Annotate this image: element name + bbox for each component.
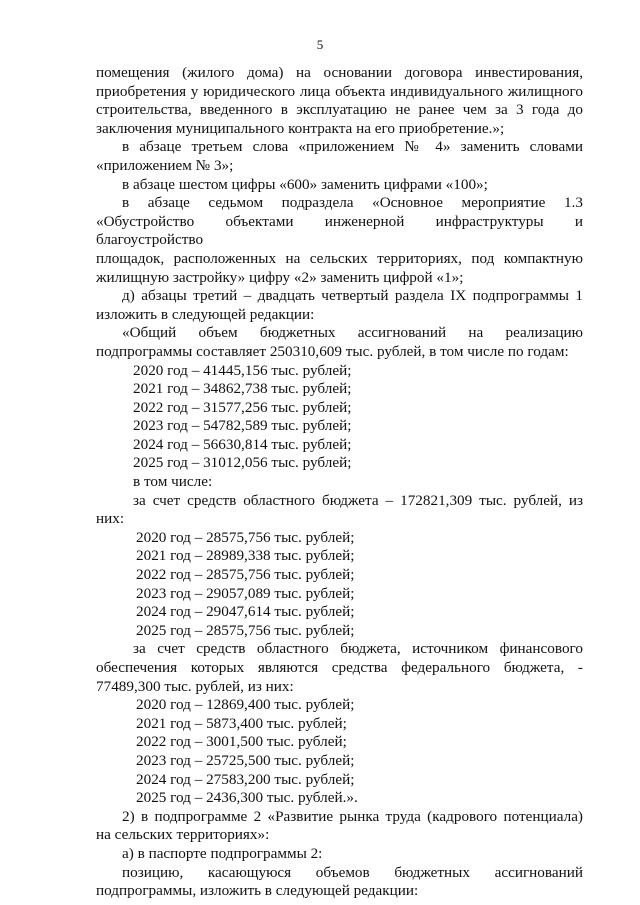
text-line: подпрограммы, изложить в следующей редакции: bbox=[96, 882, 419, 900]
text-line: помещения (жилого дома) на основании договора инвестирования, bbox=[96, 64, 583, 81]
year-line: 2021 год – 5873,400 тыс. рублей; bbox=[136, 714, 347, 732]
year-line: 2025 год – 31012,056 тыс. рублей; bbox=[133, 454, 352, 472]
text-line: д) абзацы третий – двадцать четвертый раздела IX подпрограммы 1 bbox=[122, 287, 583, 305]
year-line: 2020 год – 12869,400 тыс. рублей; bbox=[136, 696, 355, 714]
text-line: позицию, касающуюся объемов бюджетных ассигнований bbox=[122, 863, 583, 881]
text-line: изложить в следующей редакции: bbox=[96, 305, 315, 323]
text-line: в абзаце седьмом подраздела «Основное мероприятие 1.3 bbox=[122, 194, 583, 212]
year-line: 2021 год – 34862,738 тыс. рублей; bbox=[133, 380, 352, 398]
year-line: 2022 год – 28575,756 тыс. рублей; bbox=[136, 566, 355, 584]
year-line: 2024 год – 29047,614 тыс. рублей; bbox=[136, 603, 355, 621]
year-line: 2021 год – 28989,338 тыс. рублей; bbox=[136, 547, 355, 565]
text-line: приобретения у юридического лица объекта индивидуального жилищного bbox=[96, 82, 583, 100]
text-line: в том числе: bbox=[133, 473, 213, 491]
year-line: 2025 год – 2436,300 тыс. рублей.». bbox=[136, 789, 358, 807]
year-line: 2023 год – 54782,589 тыс. рублей; bbox=[133, 417, 352, 435]
year-line: 2022 год – 31577,256 тыс. рублей; bbox=[133, 398, 352, 416]
text-line: площадок, расположенных на сельских территориях, под компактную bbox=[96, 249, 583, 267]
text-line: в абзаце третьем слова «приложением № 4» заменить словами bbox=[122, 138, 583, 156]
text-line: обеспечения которых являются средства федерального бюджета, - bbox=[96, 659, 583, 676]
text-line: 77489,300 тыс. рублей, из них: bbox=[96, 677, 294, 695]
text-line: за счет средств областного бюджета – 172821,309 тыс. рублей, из bbox=[133, 491, 583, 509]
text-line: 2) в подпрограмме 2 «Развитие рынка труда (кадрового потенциала) bbox=[122, 807, 583, 825]
text-line: «Обустройство объектами инженерной инфраструктуры и благоустройство bbox=[96, 212, 583, 249]
text-line: жилищную застройку» цифру «2» заменить цифрой «1»; bbox=[96, 268, 464, 286]
text-line: строительства, введенного в эксплуатацию не ранее чем за 3 года до bbox=[96, 101, 583, 119]
text-line: них: bbox=[96, 510, 125, 528]
year-line: 2023 год – 25725,500 тыс. рублей; bbox=[136, 751, 355, 769]
text-line: за счет средств областного бюджета, источником финансового bbox=[133, 640, 583, 658]
year-line: 2020 год – 28575,756 тыс. рублей; bbox=[136, 528, 355, 546]
document-body bbox=[96, 64, 583, 901]
text-line: на сельских территориях»: bbox=[96, 826, 270, 844]
text-line: заключения муниципального контракта на его приобретение.»; bbox=[96, 119, 505, 137]
year-line: 2025 год – 28575,756 тыс. рублей; bbox=[136, 621, 355, 639]
text-line: «приложением № 3»; bbox=[96, 156, 234, 174]
page-number: 5 bbox=[316, 37, 324, 52]
text-line: «Общий объем бюджетных ассигнований на реализацию bbox=[122, 324, 583, 342]
year-line: 2022 год – 3001,500 тыс. рублей; bbox=[136, 733, 347, 751]
text-line: подпрограммы составляет 250310,609 тыс. рублей, в том числе по годам: bbox=[96, 342, 569, 360]
text-line: в абзаце шестом цифры «600» заменить цифрами «100»; bbox=[122, 175, 488, 193]
text-line: а) в паспорте подпрограммы 2: bbox=[122, 844, 323, 862]
year-line: 2023 год – 29057,089 тыс. рублей; bbox=[136, 584, 355, 602]
year-line: 2024 год – 56630,814 тыс. рублей; bbox=[133, 435, 352, 453]
year-line: 2020 год – 41445,156 тыс. рублей; bbox=[133, 361, 352, 379]
year-line: 2024 год – 27583,200 тыс. рублей; bbox=[136, 770, 355, 788]
